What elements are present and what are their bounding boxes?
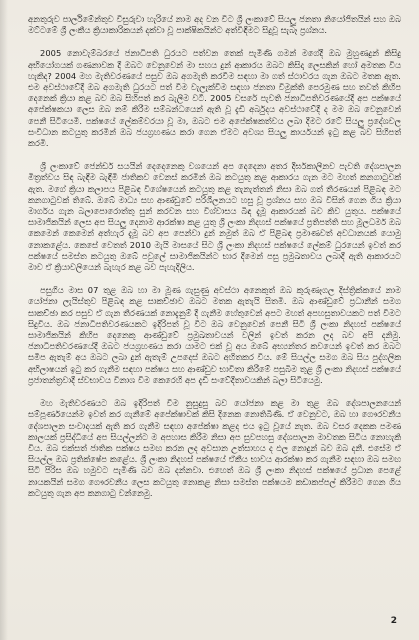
page-number: 2 <box>390 616 397 626</box>
page-fold-shadow <box>0 0 8 640</box>
paragraph-5: මහ මැතිවරණයට ඔබ ඉදිරිපත් වීම නුසුදුසු බව යෝජනා කළ මා තුළ ඔබ දේශපාලනයෙන් සම්පූර්ණයෙන්ම ඉවත් කර ගැනීමේ අපේක්ෂාවක් කිසි දිනෙක නොතිබිණි. ඒ වෙනුවට, ඔබ හා ගෞරවනීය දේශපාලන සංවාදයක් ඇති කර ගැනීම සඳහා අපේක්ෂා කළද එය ඉටු වූයේ නැත. ඔබ වසර දෙකක පමණ කාලයක් ප්‍රසිද්ධියේ අප සියල්ලන්ට ම අපහාස කිරීම නිසා අප සුවපහසු දේශපාලන මාවතක සිටිය නොහැකි විය. ඔබ එක්සත් ජාතික පක්ෂය සමඟ කරන ලද අවසාන උත්සාහය ද ඵල නොදුන් බව ඔබ දනී. එසේම ඒ සියල්ල ඔබ ප්‍රතික්ෂේප කළේය. ශ්‍රී ලංකා නිදහස් පක්ෂයේ ඒකීය භාවය ආරක්ෂා කර ගැනීම සඳහා ඔබ සමඟ සිටි පිරිස ඔබ හමුවට පැමිණි බව ඔබ දන්නවා. එහෙත් ඔබ ශ්‍රී ලංකා නිදහස් පක්ෂයේ ප්‍රධාන පෙළේ නායකයින් සමග ගෞරවනීය ලෙස කටයුතු නොකළ නිසා සමස්ත පක්ෂයම කඩාකප්පල් කිරීමට ගෙන ගිය කටයුතු ගැන අප කනගාටු වන්නෙමු. <box>28 398 401 498</box>
paragraph-3: ශ්‍රී ලංකාවේ ජෙන්ඩර් සයයින් දෙදෙනෙකු වශයෙන් අප දෙදෙනා අතර දීර්ඝකාලීනව පැවති දේශපාලන මිත්‍රත්වය සිඳ බැඳීම බැඳීමී ජාතිකව වෙනස් කරමින් ඔබ කටයුතු කළ ආකාරය ගැන මට මහත් කනගාටුවක් ඇත. මගේ ක්‍රියා කලාපය පිළිබඳ විශේෂයෙන් කටයුතු කළ තැනැත්තන් නිසා ඔබ ගත් තීරණයන් පිළිබඳ මට කනගාටුවක් තිබේ. ඔබේ මාධ්‍ය සහ ආණ්ඩුවේ පරිශීලනයට හසු වූ ප්‍රශ්නය සහ ඔබ විසින් ගෙන ගිය ක්‍රියා මාර්ගය ගැන බලාපොරොත්තු සුන් කරවන සහ විශ්වාසය බිඳ දැමූ ආකාරයක් බව කිව යුතුය. පක්ෂයේ සාමාජිකයින් ලෙස අප සියලු දෙනාම ආරක්ෂා කළ යුතු ශ්‍රී ලංකා නිදහස් පක්ෂයේ ප්‍රතිපත්ති සහ මූලධර්ම ඔබ කෙමෙන් කෙමෙන් අත්හැර දැමූ බව අප පෙන්වා දුන් නමුත් ඔබ ඒ පිළිබඳ ප්‍රමාණවත් අවධානයක් යොමු නොකළේය. කෙසේ වෙතත් 2010 මැයි මාසයේ සිට ශ්‍රී ලංකා නිදහස් පක්ෂයේ ලේකම් ධුරයෙන් ඉවත් කර පක්ෂයේ සමස්ත කටයුතු ඔබේ පවුලේ සාමාජිකයින්ට භාර දීමෙන් පසු ප්‍රමුඛතාවය ලබාදී ඇති ආකාරයට මාව ඒ ක්‍රියාවලියෙන් බැහැර කළ බව පැහැදිලිය. <box>28 161 401 273</box>
paragraph-1: අනතුරුව පාර්ලිමේන්තුව විසුරුවා හැරියේ නාම අද වන විට ශ්‍රී ලංකාවේ සියලු ජනතා නියෝජිතයින් සහ ඔබ මට්ටමේ ශ්‍රී ලංකීය ක්‍රියාකාරිකයන් දක්වා වූ පාක්ෂිකයින්ට අත්විඳීමට සිදුවූ සැබෑ ප්‍රශ්නය. <box>28 14 401 36</box>
letter-body <box>28 14 401 511</box>
paragraph-2: 2005 නොවැම්බරයේ ජනාධිපති ධුරයට පත්වන තෙක් පැමිණි ගමන් මගේදී ඔබ මුහුණදුන් කිසිදු අභියෝගයක් ගණනාවක දී ඔබට වෙනුවෙන් මා සහය දුන් ආකාරය ඔබට කිසිදා ලෙසකින් හෝ අමතක විය හැකිද? 2004 මහ මැතිවරණයේ පසුව ඔබ අගමැති කරවීම සඳහා මා ගත් ස්ථාවරය ගැන ඔබට මතක ඇත. එම අවස්ථාවේදී ඔබ අගමැති ධුරයට පත් විම වැලැක්වීම සඳහා ජනතා විමුක්ති පෙරමුණ සහ තවත් කිහිප දෙනෙක් ක්‍රියා කළ බව ඔබ සිහිපත් කර බැලීම වටී. 2005 වසරේ පැවති ජනාධිපතිවරණයේදී අප පක්ෂයේ අපේක්ෂකයා ලෙස ඔබ නම් කිරීම සම්බන්ධයෙන් ඇති වූ දැඩි අර්බුදය අවස්ථාවේදී ද මම ඔබ වෙනුවෙන් පෙනී සිටියෙමි. පක්ෂයේ ලේකම්වරයා වූ මා, ඔබට එම අපේක්ෂකත්වය ලබා දීමට රටේ සියලු ප්‍රදේශවල සංවිධාන කටයුතු කරමින් ඔබ ජයග්‍රහණය කරා ගෙන ඒමට අවශ්‍ය සියලු කාර්යයන් ඉටු කළ බව සිහිපත් කරමි. <box>28 48 401 149</box>
paragraph-4: පසුගිය මාස 07 තුළ ඔබ හා මා මූණ ගැසුණු අවස්ථා අනෙකුත් ඔබ කුරුණෑගල දිස්ත්‍රික්කයේ නාම යෝජනා ලැයිස්තුව පිළිබඳ කළ සාකච්ඡාව ඔබට මතක ඇතැයි සිතමි. ඔබ ආණ්ඩුවේ ප්‍රධානීන් සමග සාකච්ඡා කර පසුව ඒ ගැන තීරණයක් නොදැනුම් දී ගැනීම හේතුවෙන් අපට මහත් අපහසුතාවයකට පත් වීමට සිදුවිය. ඔබ ජනාධිපතිවරණයකට ඉදිරිපත් වූ විට ඔබ වෙනුවෙන් පෙනී සිටි ශ්‍රී ලංකා නිදහස් පක්ෂයේ සාමාජිකයින් කිහිප දෙනෙකු ආණ්ඩුවේ ප්‍රමුඛතාවයන් වලින් ඉවත් කරන ලද බව අපි දනිමු. ජනාධිපතිවරණයේදී ඔබට ජයග්‍රහණය කරා යාමට එක් වූ අය ඔබේ අභ්‍යන්තර කවයෙන් ඉවත් කර ඔබට සමීප ඇතැම් අය ඔබට ලබා දුන් ඇතැම් උපදෙස් ඔබට අහිතකර විය. මේ සියල්ල සමග ඔබ සිය පුද්ගලික අභිලාෂයන් ඉටු කර ගැනීම සඳහා පක්ෂය සහ ආණ්ඩුව භාවිතා කිරීමේ පසුබිම තුළ ශ්‍රී ලංකා නිදහස් පක්ෂයේ ප්‍රජාතන්ත්‍රවාදී ස්වභාවය විනාශ වීම කෙරෙහි අප දැඩි සංවේදීතාවයකින් බලා සිටියෙමු. <box>28 285 401 385</box>
